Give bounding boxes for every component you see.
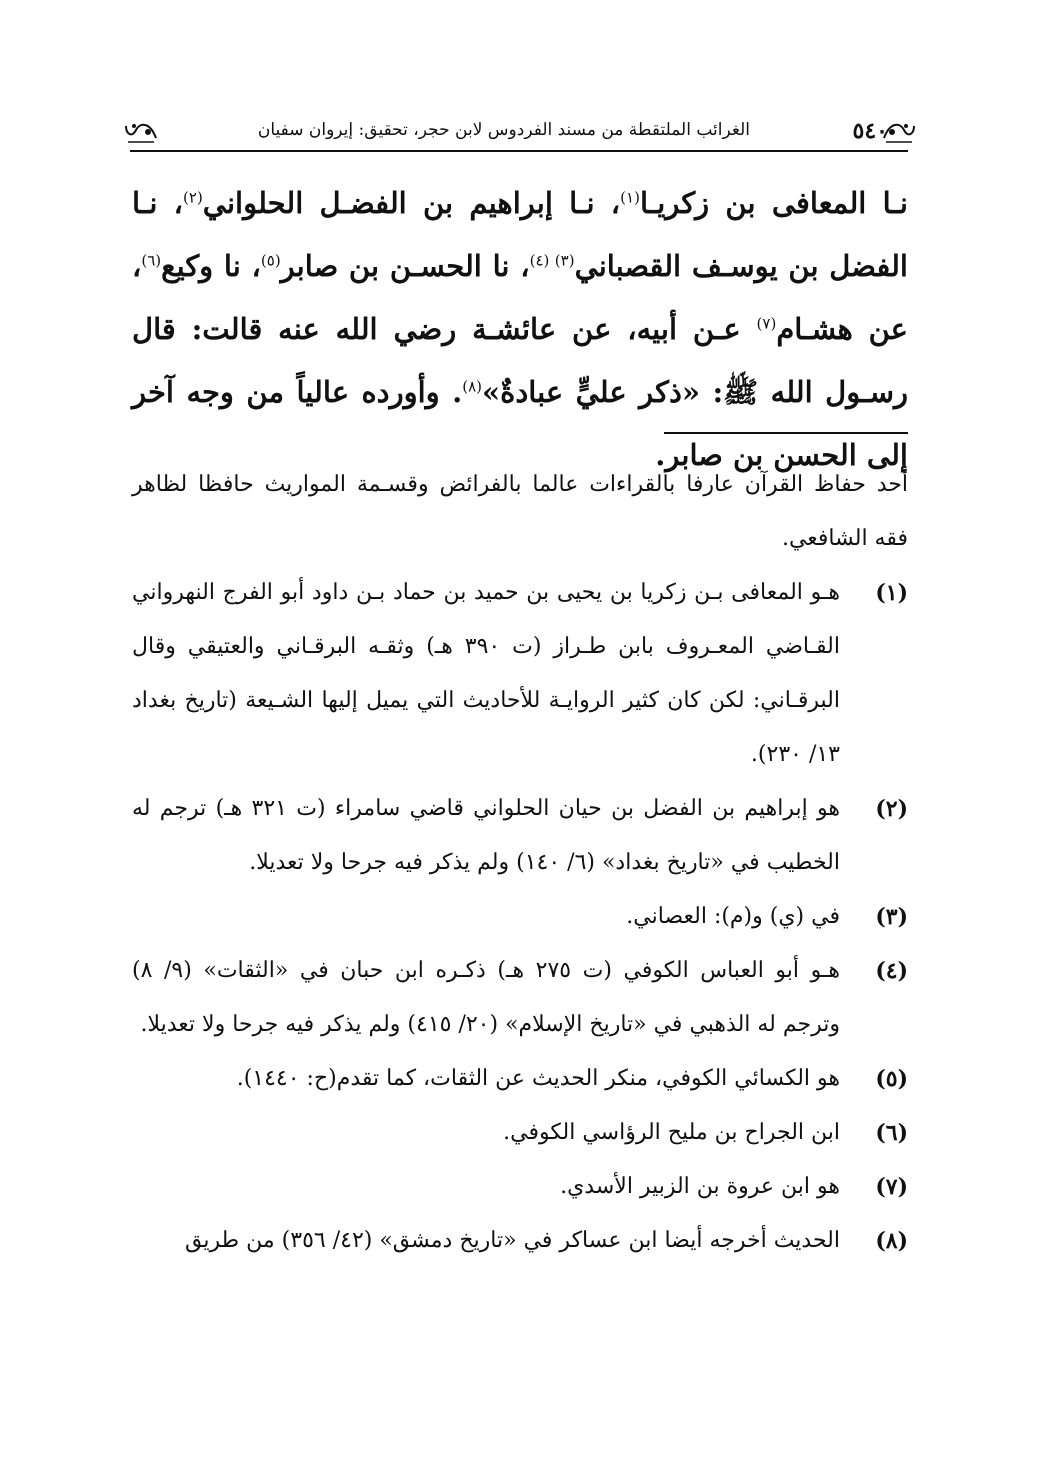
text-segment: نـا المعافى بن زكريـا <box>639 186 908 220</box>
footnote-7 <box>132 1160 908 1214</box>
running-title: الغرائب الملتقطة من مسند الفردوس لابن حجر، تحقيق: إيروان سفيان <box>257 120 750 140</box>
footnote-text: الحديث أخرجه أيضا ابن عساكر في «تاريخ دمشق» (٤٢/ ٣٥٦) من طريق <box>185 1228 840 1253</box>
footnote-8 <box>132 1214 908 1268</box>
text-segment: ، نـا الفضل بن يوسـف القصباني <box>132 186 908 283</box>
text-segment: ، عن هشـام <box>132 249 908 346</box>
footnote-continuation: أحد حفاظ القرآن عارفا بالقراءات عالما بالفرائض وقسـمة المواريث حافظا لظاهر فقه الشافعي. <box>132 472 908 551</box>
footnote-text: في (ي) و(م): العصاني. <box>626 904 840 929</box>
header-divider <box>130 150 908 152</box>
text-segment: ، نـا إبراهيم بن الفضـل الحلواني <box>202 186 621 220</box>
footnote-5 <box>132 1052 908 1106</box>
text-segment: . وأورده عالياً من وجه آخر إلى الحسن بن صابر. <box>132 375 908 472</box>
page-header <box>130 112 910 152</box>
footnote-3 <box>132 890 908 944</box>
footnote-text: هو ابن عروة بن الزبير الأسدي. <box>560 1174 840 1199</box>
footnote-number: (٣) <box>875 904 908 930</box>
footnote-marker[interactable]: (١) <box>620 188 640 207</box>
text-segment: ، نا وكيع <box>161 249 261 283</box>
main-text <box>132 172 908 487</box>
footnote-text: هو إبراهيم بن الفضل بن حيان الحلواني قاضي سامراء (ت ٣٢١ هـ) ترجم له الخطيب في «تاريخ بغداد» (٦/ ١٤٠) ولم يذكر فيه جرحا ولا تعديلا. <box>132 796 840 875</box>
footnote-1 <box>132 566 908 782</box>
footnote-number: (٨) <box>875 1228 908 1254</box>
footnote-marker[interactable]: (٣) (٤) <box>529 251 575 270</box>
footnote-number: (١) <box>875 580 908 606</box>
footnote-6 <box>132 1106 908 1160</box>
footnote-marker[interactable]: (٧) <box>756 314 777 333</box>
footnote-marker[interactable]: (٨) <box>462 377 483 396</box>
footnote-number: (٤) <box>875 958 908 984</box>
hadith-paragraph <box>132 172 908 487</box>
footnote-marker[interactable]: (٥) <box>260 251 281 270</box>
page-number: ٥٤٠ <box>852 118 888 144</box>
footnote-2 <box>132 782 908 890</box>
footnote-number: (٢) <box>875 796 908 822</box>
floral-ornament-icon <box>124 118 158 144</box>
text-segment: ، نا الحسـن بن صابر <box>280 249 530 283</box>
footnote-marker[interactable]: (٢) <box>183 188 203 207</box>
footnote-number: (٥) <box>875 1066 908 1092</box>
footnote-number: (٧) <box>875 1174 908 1200</box>
footnote-number: (٦) <box>875 1120 908 1146</box>
footnote-separator <box>664 432 908 434</box>
footnote-text: هـو أبو العباس الكوفي (ت ٢٧٥ هـ) ذكـره ابن حبان في «الثقات» (٩/ ٨) وترجم له الذهبي في «تاريخ الإسلام» (٢٠/ ٤١٥) ولم يذكر فيه جرحا ولا تعديلا. <box>132 958 841 1037</box>
footnote-text: هو الكسائي الكوفي، منكر الحديث عن الثقات، كما تقدم(ح: ١٤٤٠). <box>236 1066 840 1091</box>
footnote-marker[interactable]: (٦) <box>141 251 162 270</box>
footnote-4 <box>132 944 908 1052</box>
text-segment: عـن أبيه، عن عائشـة رضي الله عنه قالت: قال رسـول الله ﷺ: «ذكر عليٍّ عبادةٌ» <box>132 312 908 409</box>
footnote-text: هـو المعافى بـن زكريا بن يحيى بن حميد بن حماد بـن داود أبو الفرج النهرواني القـاضي المعـروف بابن طـراز (ت ٣٩٠ هـ) وثقـه البرقـاني والعتيقي وقال البرقـاني: لكن كان كثير الروايـة للأحاديث التي يميل إليها الشـيعة (تاريخ بغداد ١٣/ ٢٣٠). <box>132 580 840 767</box>
footnotes <box>132 458 908 1268</box>
footnote-text: ابن الجراح بن مليح الرؤاسي الكوفي. <box>503 1120 840 1145</box>
